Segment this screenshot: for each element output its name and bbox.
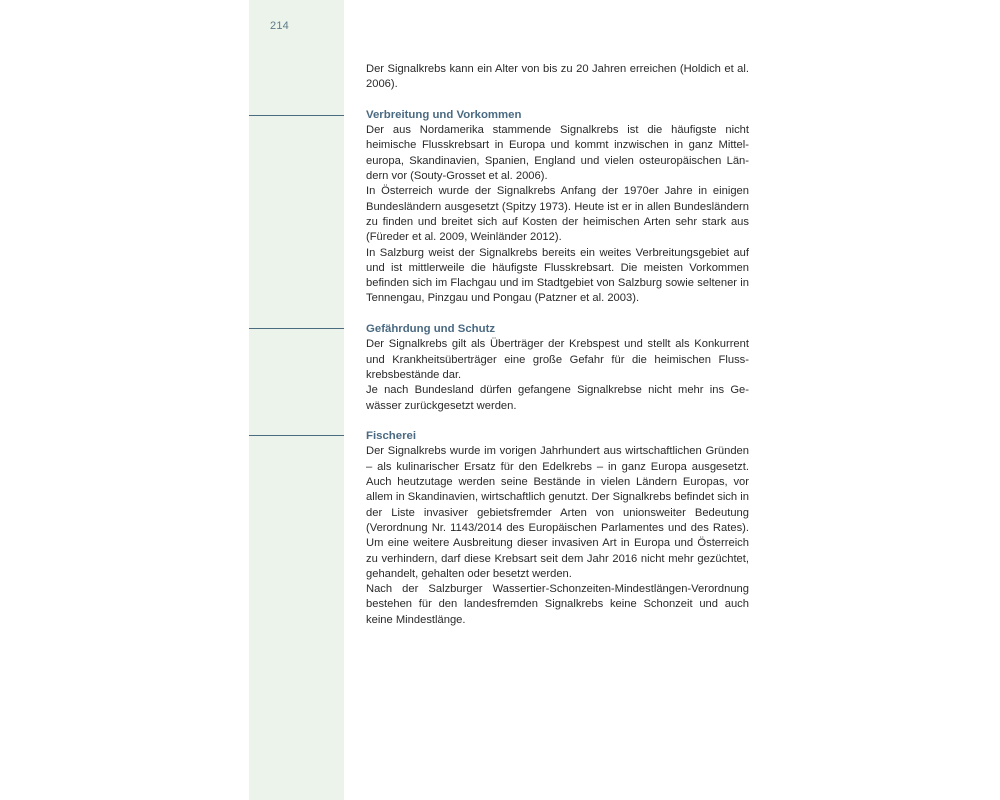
paragraph: Je nach Bundesland dürfen gefangene Signalkrebse nicht mehr ins Gewässer zurückgesetzt werden.	[366, 384, 749, 412]
section-divider	[249, 115, 344, 116]
intro-paragraph: Der Signalkrebs kann ein Alter von bis zu 20 Jahren erreichen (Holdich et al. 2006).	[366, 63, 749, 91]
paragraph: In Österreich wurde der Signalkrebs Anfang der 1970er Jahre in einigen Bundesländern ausgesetzt (Spitzy 1973). Heute ist er in allen Bundesländern zu finden und breitet sich auf Kosten der heimischen Arten sehr stark aus (Füreder et al. 2009, Weinländer 2012).	[366, 185, 749, 244]
paragraph: In Salzburg weist der Signalkrebs bereits ein weites Verbreitungsgebiet auf und ist mittlerweile die häufigste Flusskrebsart. Die meisten Vorkommen befinden sich im Flachgau und im Stadtgebiet von Salzburg sowie seltener in Tennengau, Pinzgau und Pongau (Patzner et al. 2003).	[366, 246, 749, 305]
paragraph: Der aus Nordamerika stammende Signalkrebs ist die häufigste nicht heimische Flusskrebsart in Europa und kommt inzwischen in ganz Mitteleuropa, Skandinavien, Spanien, England und vielen osteuropäischen Ländern vor (Souty-Grosset et al. 2006).	[366, 124, 749, 183]
page-number: 214	[270, 20, 289, 32]
section-divider	[249, 435, 344, 436]
section-fischerei	[366, 429, 749, 628]
section-heading: Fischerei	[366, 430, 417, 443]
paragraph: Der Signalkrebs gilt als Überträger der Krebspest und stellt als Konkurrent und Krankheitsüberträger eine große Gefahr für die heimischen Flusskrebsbestände dar.	[366, 338, 749, 381]
paragraph: Der Signalkrebs wurde im vorigen Jahrhundert aus wirtschaftlichen Gründen – als kulinarischer Ersatz für den Edelkrebs – in ganz Europa ausgesetzt. Auch heutzutage werden seine Bestände in vielen Ländern Europas, vor allem in Skandinavien, wirtschaftlich genutzt. Der Signalkrebs befindet sich in der Liste invasiver gebietsfremder Arten von unionsweiter Bedeutung (Verordnung Nr. 1143/2014 des Europäischen Parlamentes und des Rates). Um eine weitere Ausbreitung dieser invasiven Art in Europa und Österreich zu verhindern, darf diese Krebsart seit dem Jahr 2016 nicht mehr gezüchtet, gehandelt, gehalten oder besetzt werden.	[366, 445, 749, 580]
section-verbreitung	[366, 108, 749, 307]
paragraph: Nach der Salzburger Wassertier-Schonzeiten-Mindestlängen-Verordnung bestehen für den landesfremden Signalkrebs keine Schonzeit und auch keine Mindestlänge.	[366, 583, 749, 626]
section-heading: Verbreitung und Vorkommen	[366, 108, 522, 121]
section-divider	[249, 328, 344, 329]
section-heading: Gefährdung und Schutz	[366, 323, 496, 336]
section-gefaehrdung	[366, 322, 749, 414]
page-sidebar	[249, 0, 344, 800]
main-content	[366, 62, 749, 628]
